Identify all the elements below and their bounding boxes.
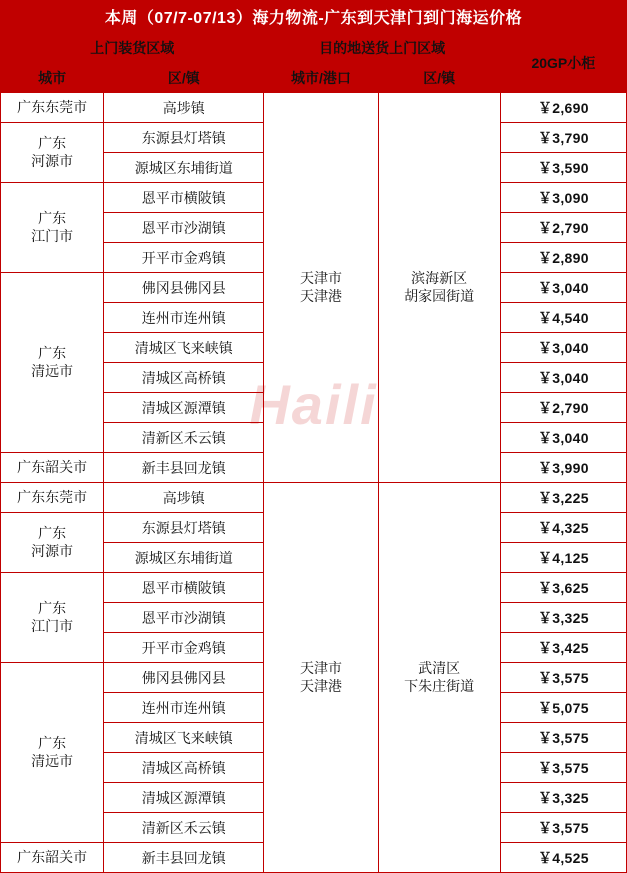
price-cell: ￥3,325 — [500, 783, 626, 813]
price-cell: ￥3,325 — [500, 603, 626, 633]
price-cell: ￥2,790 — [500, 213, 626, 243]
price-cell: ￥3,040 — [500, 333, 626, 363]
origin-town-cell: 开平市金鸡镇 — [104, 243, 264, 273]
price-cell: ￥3,575 — [500, 663, 626, 693]
price-cell: ￥2,890 — [500, 243, 626, 273]
header-dest-town: 区/镇 — [378, 63, 500, 93]
header-origin-town: 区/镇 — [104, 63, 264, 93]
price-cell: ￥3,575 — [500, 723, 626, 753]
origin-town-cell: 新丰县回龙镇 — [104, 453, 264, 483]
header-price-20gp: 20GP小柜 — [500, 33, 626, 93]
price-cell: ￥3,040 — [500, 363, 626, 393]
price-cell: ￥3,575 — [500, 813, 626, 843]
origin-town-cell: 恩平市横陂镇 — [104, 183, 264, 213]
table-row — [1, 483, 627, 513]
origin-town-cell: 高埗镇 — [104, 483, 264, 513]
origin-town-cell: 源城区东埔街道 — [104, 543, 264, 573]
header-group-row — [1, 33, 627, 63]
header-dest-city: 城市/港口 — [264, 63, 378, 93]
price-cell: ￥3,090 — [500, 183, 626, 213]
origin-town-cell: 开平市金鸡镇 — [104, 633, 264, 663]
origin-town-cell: 佛冈县佛冈县 — [104, 273, 264, 303]
origin-town-cell: 新丰县回龙镇 — [104, 843, 264, 873]
price-cell: ￥3,790 — [500, 123, 626, 153]
origin-city-cell: 广东东莞市 — [1, 483, 104, 513]
price-cell: ￥4,525 — [500, 843, 626, 873]
origin-town-cell: 清城区高桥镇 — [104, 753, 264, 783]
dest-city-cell: 天津市 天津港 — [264, 93, 378, 483]
origin-town-cell: 清新区禾云镇 — [104, 423, 264, 453]
price-table — [0, 32, 627, 873]
origin-town-cell: 东源县灯塔镇 — [104, 123, 264, 153]
origin-city-cell: 广东韶关市 — [1, 843, 104, 873]
table-row — [1, 93, 627, 123]
origin-town-cell: 恩平市横陂镇 — [104, 573, 264, 603]
price-cell: ￥4,540 — [500, 303, 626, 333]
header-destination-group: 目的地送货上门区域 — [264, 33, 500, 63]
price-cell: ￥4,125 — [500, 543, 626, 573]
table-header — [1, 33, 627, 93]
price-cell: ￥3,425 — [500, 633, 626, 663]
origin-town-cell: 清城区飞来峡镇 — [104, 723, 264, 753]
price-cell: ￥3,625 — [500, 573, 626, 603]
origin-town-cell: 清城区源潭镇 — [104, 393, 264, 423]
origin-city-cell: 广东 江门市 — [1, 573, 104, 663]
price-cell: ￥3,990 — [500, 453, 626, 483]
price-cell: ￥2,790 — [500, 393, 626, 423]
price-cell: ￥4,325 — [500, 513, 626, 543]
price-cell: ￥3,590 — [500, 153, 626, 183]
price-cell: ￥2,690 — [500, 93, 626, 123]
origin-town-cell: 东源县灯塔镇 — [104, 513, 264, 543]
header-origin-city: 城市 — [1, 63, 104, 93]
price-cell: ￥3,040 — [500, 423, 626, 453]
origin-town-cell: 高埗镇 — [104, 93, 264, 123]
price-cell: ￥5,075 — [500, 693, 626, 723]
origin-town-cell: 连州市连州镇 — [104, 693, 264, 723]
dest-town-cell: 武清区 下朱庄街道 — [378, 483, 500, 873]
dest-town-cell: 滨海新区 胡家园街道 — [378, 93, 500, 483]
origin-city-cell: 广东 河源市 — [1, 513, 104, 573]
origin-town-cell: 清新区禾云镇 — [104, 813, 264, 843]
page-title: 本周（07/7-07/13）海力物流-广东到天津门到门海运价格 — [0, 0, 627, 32]
origin-town-cell: 清城区源潭镇 — [104, 783, 264, 813]
dest-city-cell: 天津市 天津港 — [264, 483, 378, 873]
origin-town-cell: 佛冈县佛冈县 — [104, 663, 264, 693]
origin-town-cell: 清城区飞来峡镇 — [104, 333, 264, 363]
origin-city-cell: 广东 河源市 — [1, 123, 104, 183]
origin-city-cell: 广东 江门市 — [1, 183, 104, 273]
origin-town-cell: 连州市连州镇 — [104, 303, 264, 333]
origin-city-cell: 广东韶关市 — [1, 453, 104, 483]
price-cell: ￥3,225 — [500, 483, 626, 513]
origin-city-cell: 广东东莞市 — [1, 93, 104, 123]
origin-town-cell: 恩平市沙湖镇 — [104, 213, 264, 243]
origin-town-cell: 源城区东埔街道 — [104, 153, 264, 183]
origin-town-cell: 清城区高桥镇 — [104, 363, 264, 393]
table-body — [1, 93, 627, 873]
price-cell: ￥3,040 — [500, 273, 626, 303]
price-cell: ￥3,575 — [500, 753, 626, 783]
origin-city-cell: 广东 清远市 — [1, 273, 104, 453]
watermark: Haili — [249, 373, 378, 436]
origin-town-cell: 恩平市沙湖镇 — [104, 603, 264, 633]
origin-city-cell: 广东 清远市 — [1, 663, 104, 843]
header-origin-group: 上门装货区域 — [1, 33, 264, 63]
